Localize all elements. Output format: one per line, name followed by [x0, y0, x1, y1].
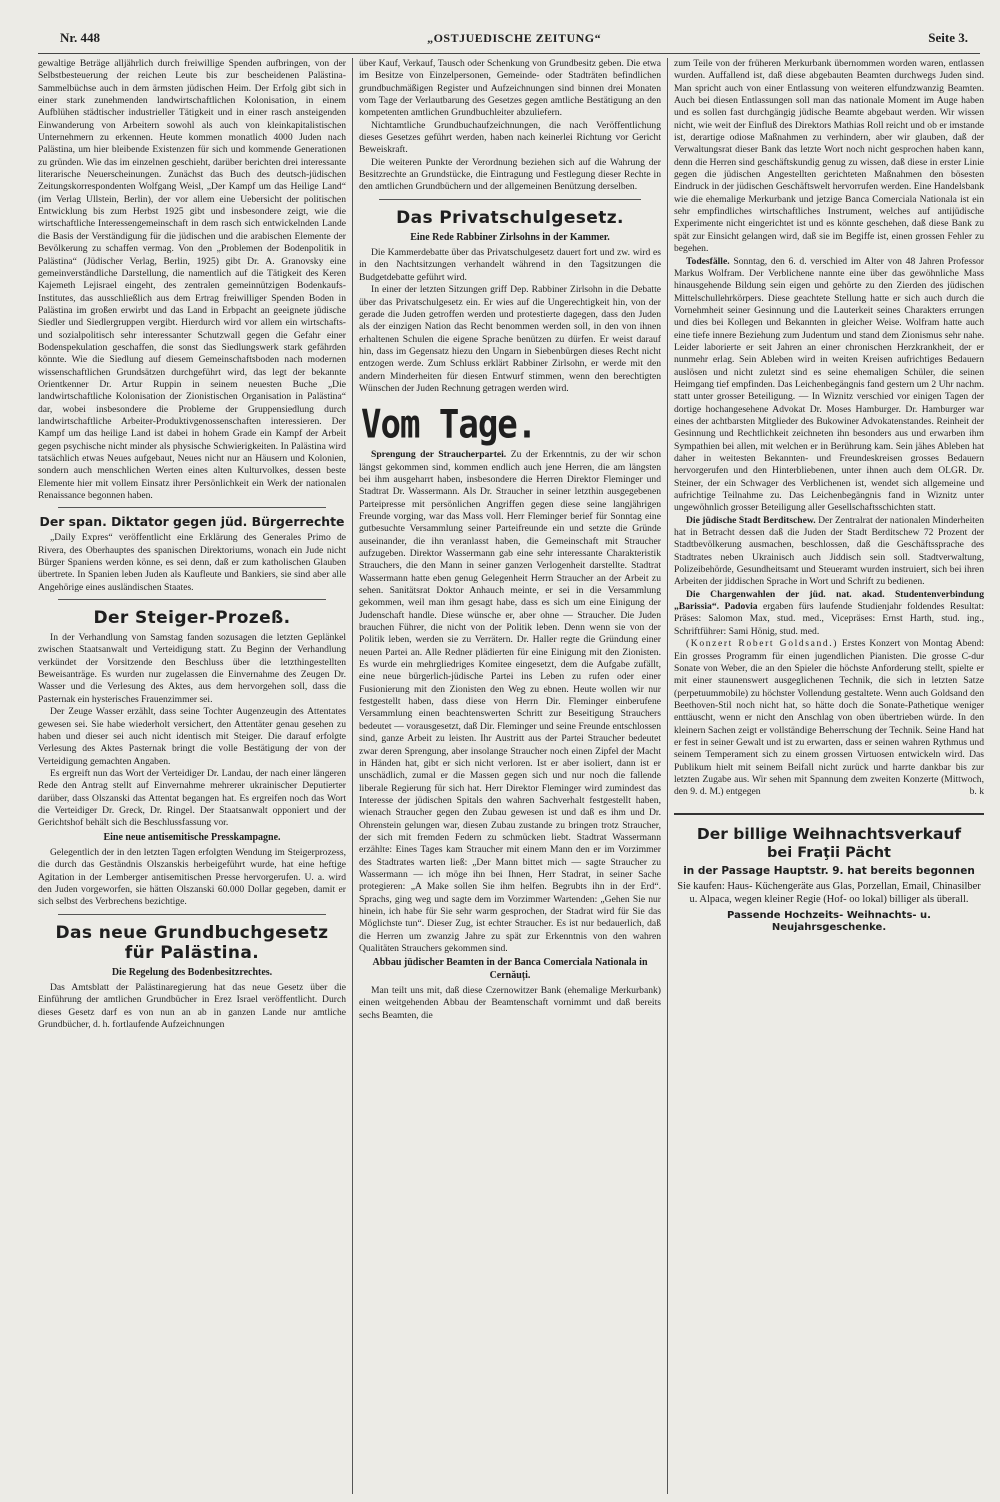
- chargenwahl-lead: Die Chargenwahlen der jüd. nat. akad. Studentenverbindung „Barissia“. Padovia: [674, 588, 984, 613]
- spain-article: „Daily Expres“ veröffentlicht eine Erklärung des Generales Primo de Rivera, des Oberhauptes des spanischen Direktoriums, wonach ein Jude nicht Bürger Spaniens werden könne, es sei denn, daß er zum katholischen Glauben übertrete. In Spanien leben Juden als Kaufleute und Bankiers, sie sind aber alle Angehörige eines ausländischen Staates.: [38, 532, 346, 593]
- weihnachts-advertisement: [674, 813, 984, 935]
- issue-number: Nr. 448: [60, 30, 100, 45]
- divider: [379, 199, 641, 200]
- grundbuch-continued: über Kauf, Verkauf, Tausch oder Schenkung von Grundbesitz geben. Die etwa im Besitze von Einzelpersonen, Gemeinde- oder Stadträten befindlichen grundbuchmäßigen Register und Aufzeichnungen sind binnen drei Monaten vom Tage der Verlautbarung des Gesetzes gegen amtliche Bestätigung an den kompetenten amtlichen Grundbuchleiter abzuliefern.: [359, 58, 661, 119]
- divider: [58, 599, 326, 600]
- konzert-signature: b. k: [969, 786, 984, 798]
- masthead: [38, 30, 980, 50]
- grundbuch-article: Das Amtsblatt der Palästinaregierung hat das neue Gesetz über die Einführung der amtlichen Grundbücher in Erez Israel veröffentlicht. Durch dieses Gesetz darf es von nun an ab in ganzen Lande nur amtliche Grundbücher, d. h. fortlaufende Aufzeichnungen: [38, 982, 346, 1031]
- steiger-paragraph: In der Verhandlung von Samstag fanden sozusagen die letzten Geplänkel zwischen Staatsanwalt und Verteidigung statt. Zu Beginn der Verhandlung verkündet der Vorsitzende den Beschluss über die letzthingestellten Beweisanträge. Es wurden nur zugelassen die Einvernahme des Zeugen Dr. Wasser und die Verlesung des Aktes, aus dem hervorgehen soll, dass die Pasternak ein hysterisches Frauenzimmer sei.: [38, 632, 346, 705]
- abbau-headline: Abbau jüdischer Beamten in der Banca Comerciala Nationala in Cernăuți.: [372, 957, 648, 981]
- column-rule: [667, 58, 668, 1494]
- masthead-rule: [38, 53, 980, 54]
- page-number: Seite 3.: [928, 30, 968, 45]
- privatschul-paragraph: In einer der letzten Sitzungen griff Dep. Rabbiner Zirlsohn in die Debatte über das Privatschulgesetz ein. Er wies auf die Ungerechtigkeit hin, von der gerade die Juden getroffen werden und protestierte dagegen, dass den Juden als der einzigen Nation das Recht benommen werden soll, in den von ihnen erhaltenen Schulen die eigene Sprache benützen zu dürfen. Er weist darauf hin, dass im Gegensatz hiezu den Ungarn in Siebenbürgen dieses Recht nicht entzogen werde. Zum Schluss erklärt Rabbiner Zirlsohn, er werde mit den andern Minderheiten für diesen Entwurf stimmen, wenn den berechtigten Wünschen der Juden Rechnung getragen werden wird.: [359, 284, 661, 394]
- column-1: [38, 58, 346, 1494]
- steiger-headline: Der Steiger-Prozeß.: [93, 608, 291, 629]
- grundbuch-headline: Das neue Grundbuchgesetz für Palästina.: [55, 922, 329, 963]
- palestina-article: gewaltige Beträge alljährlich durch freiwillige Spenden aufbringen, von der Selbstbesteuerung der reichen Leute bis zur bescheidenen Palästina-Sammelbüchse auch in dem ärmsten jüdischen Heim. Der Erfolg gibt sich in einer stark zunehmenden landwirtschaftlichen Kolonisation, in einem Aufblühen städtischer industrieller Tätigkeit und in einer rasch ansteigenden Einwanderung von Arbeitern sowohl als auch von kleinkapitalistischen Unternehmern zu erkennen. Heute kommen monatlich 4000 Juden nach Palästina, um hier bleibende Existenzen für sich und kommende Generationen zu gründen. Wie das im einzelnen geschieht, darüber berichten drei interessante literarische Neuerscheinungen. Zunächst das Buch des deutsch-jüdischen Zeitungskorrespondenten Wolfgang Weisl, „Der Kampf um das Heilige Land“ (im Verlag Ullstein, Berlin), der vor allem eine Uebersicht der politischen Entwicklung bis zum Herbst 1925 gibt und insbesondere zeigt, wie die wirtschaftliche Interessengemeinschaft in dem rasch sich entwickelnden Lande die Basis der Verständigung für die jüdischen und die arabischen Elemente der Bevölkerung zu schaffen vermag. Von den „Problemen der Bodenpolitik in Palästina“ (Jüdischer Verlag, Berlin, 1925) gibt Dr. A. Granovsky eine gemeinverständliche Darstellung, die namentlich auf die Tätigkeit des Keren Kajemeth Lejisrael eingeht, des zentralen gemeinnützigen Bodenkaufs-Institutes, das ausschließlich aus dem Ertrag freiwilliger Spenden Boden in Palästina im großen erwirbt und das Land in Erbpacht an geeignete jüdische Siedler und Siedlergruppen vergibt. Hierdurch wird vor allem ein wirtschafts- und sozialpolitisch sehr interessanter Schutzwall gegen die Gefahr einer Bodenspekulation geschaffen, die sonst das Siedlungswerk stark gefährden könnte. Wie die Siedlung auf diesem Gemeinschaftsboden nach modernen wissenschaftlichen Grundsätzen durchgeführt wird, das legt der bekannte Orientkenner Dr. Artur Ruppin in seinem neuesten Buche „Die landwirtschaftliche Kolonisation der Zionistischen Organisation in Palästina“ dar, wobei insbesondere die Probleme der Gruppensiedlung durch landwirtschaftliche Arbeiter-Produktivgenossenschaften interessieren. Der Kampf um das heilige Land ist dabei in hohem Grade ein Kampf der Arbeit gegen psychische nicht minder als physische Schwierigkeiten. In Palästina wird tatsächlich etwas Neues aufgebaut, Neues nicht nur an Häusern und Kolonien, sondern auch menschlichen Werten eines alten Kulturvolkes, dessen beste Elemente hier mit vollem Einsatz ihrer Persönlichkeit ein Werk der nationalen Renaissance begonnen haben.: [38, 58, 346, 502]
- straucher-article: Zu der Erkenntnis, zu der wir schon längst gekommen sind, kommen endlich auch jene Herren, die am längsten bei ihm ausgeharrt haben, insbesondere die Herren Direktor Fleminger und Stadtrat Dr. Wassermann. Als Dr. Straucher in seiner letzthin ausgegebenen Parteipresse mit persönlichen Angriffen gegen diese seine langjährigen Freunde vorging, war das Mass voll. Herr Fleminger berief für Sonntag eine gutbesuchte Versammlung seiner Parteifreunde ein und setzte die Gründe auseinander, die ihn veranlasst haben, die Gemeinschaft mit Straucher aufzugeben. Direktor Wassermann gab eine sehr interessante Charakteristik Strauchers, die den Mann in seiner ganzen Verlogenheit darstellte. Stadtrat Wassermann hatte eben genug Gelegenheit Herrn Straucher an der Arbeit zu sehen. Sanitätsrat Doktor Anhauch meinte, er sei in die Versammlung gekommen, weil man ihm gesagt habe, dass es sich um eine Einigung der Judenschaft handle. Diese wünsche er, aber ohne — Straucher. Die Juden brauchen Führer, die nicht von der Politik leben. Denn wenn sie von der Politik leben, werden sie zu Verrätern. Dr. Haller regte die Gründung einer neuen Partei an. Alle Redner plädierten für eine Einigung mit den Zionisten. Es wurde ein mehrgliedriges Komitee eingesetzt, dem die Aufgabe zufällt, eine neue bürgerlich-jüdische Partei ins Leben zu rufen oder einer Fusionierung mit den Zionisten den Weg zu ebnen. Heute wollen wir nur festgestellt haben, dass diese von Herrn Dir. Fleminger einberufene Versammlung einen beachtenswerten Schritt zur Beseitigung Strauchers bedeutet — vorausgesetzt, daß Dir. Fleminger und seine Freunde entschlossen sind, ganze Arbeit zu leisten. Ihr Austritt aus der Partei Straucher bedeutet zwar deren Sprengung, aber insolange Straucher noch einen Zipfel der Macht in Händen hat, gibt er sich nicht verloren. Ist er aber isoliert, dann ist er unschädlich, zumal er die Massen gegen sich und nur noch die fallende liberale Regierung für sich hat. Herr Direktor Fleminger wird zumindest das Interesse der jüdischen Spitals den wahren Sachverhalt festgestellt haben, wienach Straucher gegen den Zubau gewesen ist und daß es ihm und Dr. Ohrenstein gelungen war, diesen Zubau zustande zu bringen trotz Straucher, der sich mit fremden Federn zu schmücken liebt. Stadtrat Wassermann erzählte: Eines Tages kam Straucher mit einem Mann den er im Vorzimmer des Stadtrates warten ließ: „Der Mann bittet mich — sagte Straucher zu Wassermann — ich möge ihn bei Ihnen, Herr Stadrat, in seiner Sache protegieren: „A Make sollen Sie ihm helfen. Begrubts ihn in der Erd“. Sprachs, ging weg und sagte dem im Vorzimmer Wartenden: „Gehen Sie nur hinein, ich habe für Sie sehr warm gesprochen, der Stadrat wird für Sie das Möglichste tun“. Dieser Zug, ist echter Straucher. Es ist nur bedauerlich, daß die Herren um zwanzig Jahre zu spät zur Erkenntnis von den wahren Qualitäten Strauchers gekommen sind.: [359, 449, 661, 954]
- newspaper-title: „OSTJUEDISCHE ZEITUNG“: [427, 31, 602, 45]
- konzert-article: Erstes Konzert von Montag Abend: Ein grosses Programm für einen jugendlichen Pianisten. Die grosse C-dur Sonate von Weber, die an den Spieler die höchste Anforderung stellt, spielte er mit einer staunenswert ausgeglichenen Technik, die sich in letzten Satze (perpetuummobile) zu höchster Vollendung gestaltete. Wenn auch Goldsand den Beethoven-Stil noch nicht hat, so hätte doch die Sonate-Pathetique weniger enttäuscht, wenn er nicht den Anschlag von oben übertrieben würde. In den kleinern Sachen zeigt er vollständige Beherrschung der Technik. Seine Hand hat er fest in seiner Gewalt und ist zu erwarten, dass er seinen wahren Rythmus und seinem Temperament sich zu einem grossen Virtuosen entwickeln wird. Das Publikum hielt mit seinem Beifall nicht zurück und harrte dankbar bis zur letzten Zugabe aus. Wir sehen mit Spannung dem zweiten Konzerte (Mittwoch, den 9. d. M.) entgegen: [674, 638, 985, 798]
- ad-shop-name: bei Fraţii Pächt: [767, 844, 891, 861]
- grundbuch-continued: Die weiteren Punkte der Verordnung beziehen sich auf die Wahrung der Besitzrechte an Grundstücke, die Eintragung und Festlegung dieser Rechte in den amtlichen Grundbüchern und der allgemeinen Benützung derselben.: [359, 156, 661, 193]
- column-2: [359, 58, 661, 1494]
- ad-headline: Der billige Weihnachtsverkauf: [696, 824, 962, 843]
- presse-article: Gelegentlich der in den letzten Tagen erfolgten Wendung im Steigerprozess, die durch das Geständnis Olszanskis herbeigeführt wurde, hat eine heftige Agitation in der Lemberger antisemitischen Presse hervorgerufen. U. a. wird den Juden vorgeworfen, sie hätten Olszanski 60.000 Dollar gegeben, damit er sich selbst des Verbrechens bezichtige.: [38, 846, 346, 908]
- spain-headline: Der span. Diktator gegen jüd. Bürgerrechte: [39, 514, 345, 530]
- column-rule: [352, 58, 353, 1494]
- ad-products: Sie kaufen: Haus- Küchengeräte aus Glas, Porzellan, Email, Chinasilber u. Alpaca, wegen kleiner Regie (Hof- oo lokal) billiger als überall.: [677, 880, 981, 905]
- ad-address: in der Passage Hauptstr. 9. hat bereits begonnen: [683, 864, 975, 877]
- straucher-lead: Sprengung der Straucherpartei.: [371, 449, 507, 461]
- grundbuch-continued: Nichtamtliche Grundbuchaufzeichnungen, die nach Veröffentlichung dieses Gesetzes geführt werden, haben nach keinerlei Richtung vor Gericht Beweiskraft.: [359, 119, 661, 156]
- berditschew-lead: Die jüdische Stadt Berditschew.: [686, 514, 816, 526]
- presse-headline: Eine neue antisemitische Presskampagne.: [103, 831, 281, 843]
- privatschul-subheadline: Eine Rede Rabbiner Zirlsohns in der Kammer.: [410, 231, 610, 243]
- abbau-article: Man teilt uns mit, daß diese Czernowitzer Bank (ehemalige Merkurbank) einen weitgehenden Abbau der Beamtenschaft vornimmt und daß bereits sechs Beamten, die: [359, 985, 661, 1021]
- grundbuch-subheadline: Die Regelung des Bodenbesitzrechtes.: [111, 966, 273, 978]
- steiger-paragraph: Der Zeuge Wasser erzählt, dass seine Tochter Augenzeugin des Attentates gewesen sei. Sie habe wiederholt versichert, den Attentäter genau gesehen zu haben und dieser sei auch nicht identisch mit Steiger. Die darauf erfolgte Verlesung des Aktes Pasternak bringt die volle Bestätigung der von der Verteidigung gemachten Angaben.: [38, 706, 346, 767]
- column-3: [674, 58, 984, 1494]
- ad-gifts: Passende Hochzeits- Weihnachts- u. Neujahrsgeschenke.: [727, 909, 931, 934]
- berditschew-article: Der Zentralrat der nationalen Minderheiten hat in Betracht dessen daß die Juden der Stadt Berditschew 72 Prozent der Stadtbevölkerung ausmachen, beschlossen, daß die Geschäftssprache des Stadtrates neben Ukrainisch auch Jiddisch sein soll. Stadtverwaltung, Polizeibehörde, Gesundheitsamt und Steueramt wurden instruiert, sich bei ihren Arbeiten der jiddischen Sprache in Wort und Schrift zu bedienen.: [674, 514, 985, 588]
- steiger-paragraph: Es ergreift nun das Wort der Verteidiger Dr. Landau, der nach einer längeren Rede den Antrag stellt auf Einvernahme mehrerer ukrainischer Deputierter darüber, dass Olszanski das Attentat begangen hat. Es ergreifen noch das Wort die Verteidiger Dr. Greck, Dr. Ringel. Der Staatsanwalt opponiert und der Gerichtshof behält sich die Beschlussfassung vor.: [38, 767, 346, 829]
- vom-tage-headline: Vom Tage.: [361, 402, 537, 449]
- privatschul-paragraph: Die Kammerdebatte über das Privatschulgesetz dauert fort und zw. wird es in den Nachtsitzungen verhandelt während in den Tagsitzungen die Budgetdebatte geführt wird.: [359, 247, 661, 283]
- chargenwahl-article: ergaben fürs laufende Studienjahr foldendes Resultat: Präses: Salomon Max, stud. med., Vicepräses: Ernst Harth, stud. ing., Schriftführer: Sami Hönig, stud. med.: [674, 601, 984, 637]
- divider: [58, 507, 326, 508]
- abbau-continued: zum Teile von der früheren Merkurbank übernommen worden waren, entlassen wurden. Auffallend ist, daß diese abgebauten Beamten durchwegs Juden sind. Man spricht auch von einer Entlassung von weiteren elfundzwanzig Beamten. Auch bei diesen Entlassungen soll man das nationale Moment im Auge haben und es sollen fast durchgängig jüdische Beamte abgebaut werden. Wir wissen nicht, wie weit der Einfluß des Direktors Mathias Roll reicht und ob er imstande ist, derartige odiose Maßnahmen zu verhindern, aber wir glauben, daß der Verwaltungsrat dieser Bank das letzte Wort noch nicht gesprochen haben kann, denn die Herren sind geschäftskundig genug zu wissen, daß diese in erster Linie gegen die jüdischen Angestellten gerichteten Maßnahmen den bösesten Eindruck in der jüdischen Geschäftswelt hervorrufen werden. Eine Handelsbank wie die ehemalige Merkurbank und jetzige Banca Comerciala Nationala ist ein sehr empfindliches wirtschaftliches Instrument, welches auf antijüdische Experimente nicht eingerichtet ist und es könnte geschehen, daß diese Bank zu spät zur Einsicht gelangen wird, daß sie im Begiffe ist, einen grossen Fehler zu begehen.: [674, 58, 984, 255]
- todesfaelle-article: Sonntag, den 6. d. verschied im Alter von 48 Jahren Professor Markus Wolfram. Der Verblichene nannte eine über das gewöhnliche Mass hinausgehende Bildung sein eigen und gehörte zu den Zierden des jüdischen Mittelschullehrkörpers. Diese geachtete Stellung hatte er sich auch durch die Vornehmheit seiner Gesinnung und die Lauterkeit seines Charakters errungen und dies bei Kollegen und Bekannten in gleicher Weise. Wolfram hatte auch eine tiefe innere Beziehung zum Judentum und stand dem Zionismus sehr nahe. Leider laborierte er seit Jahren an einer chronischen Herzkrankheit, der er nunmehr erlag. Sein Ableben wird in weiten Kreisen aufrichtiges Bedauern auslösen und nicht zuletzt sind es seine ehemaligen Schüler, die seinen Heimgang tief empfinden. Das Leichenbegängnis fand gestern um 2 Uhr nachm. statt unter grosser Beteiligung. — In Wiznitz verschied vor einigen Tagen der dortige hochangesehene Advokat Dr. Moses Hamburger. Dr. Hamburger war eines der achtbarsten Mitglieder des Bukowiner Advokatenstandes. Reinheit der Gesinnung und Rechtlichkeit zeichneten ihn besonders aus und erwarben ihm Sympathien bei allen, mit welchen er in Berührung kam. Sein jähes Ableben hat daher in weitesten Bekannten- und Freundeskreisen grosses Bedauern hervorgerufen und den Hinterbliebenen, unter ihnen auch dem OLGR. Dr. Steiner, der ein Schwager des Verblichenen ist, wendet sich allgemeine und aufrichtige Teilnahme zu. Das Leichenbegängnis fand in Wiznitz unter ungewöhnlich grosser Beteiligung aller Gesellschaftsschichten statt.: [674, 255, 985, 514]
- todesfaelle-lead: Todesfälle.: [686, 255, 730, 267]
- konzert-lead: (Konzert Robert Goldsand.): [686, 638, 839, 650]
- divider: [58, 914, 326, 915]
- privatschul-headline: Das Privatschulgesetz.: [396, 207, 624, 228]
- columns: [38, 58, 985, 1494]
